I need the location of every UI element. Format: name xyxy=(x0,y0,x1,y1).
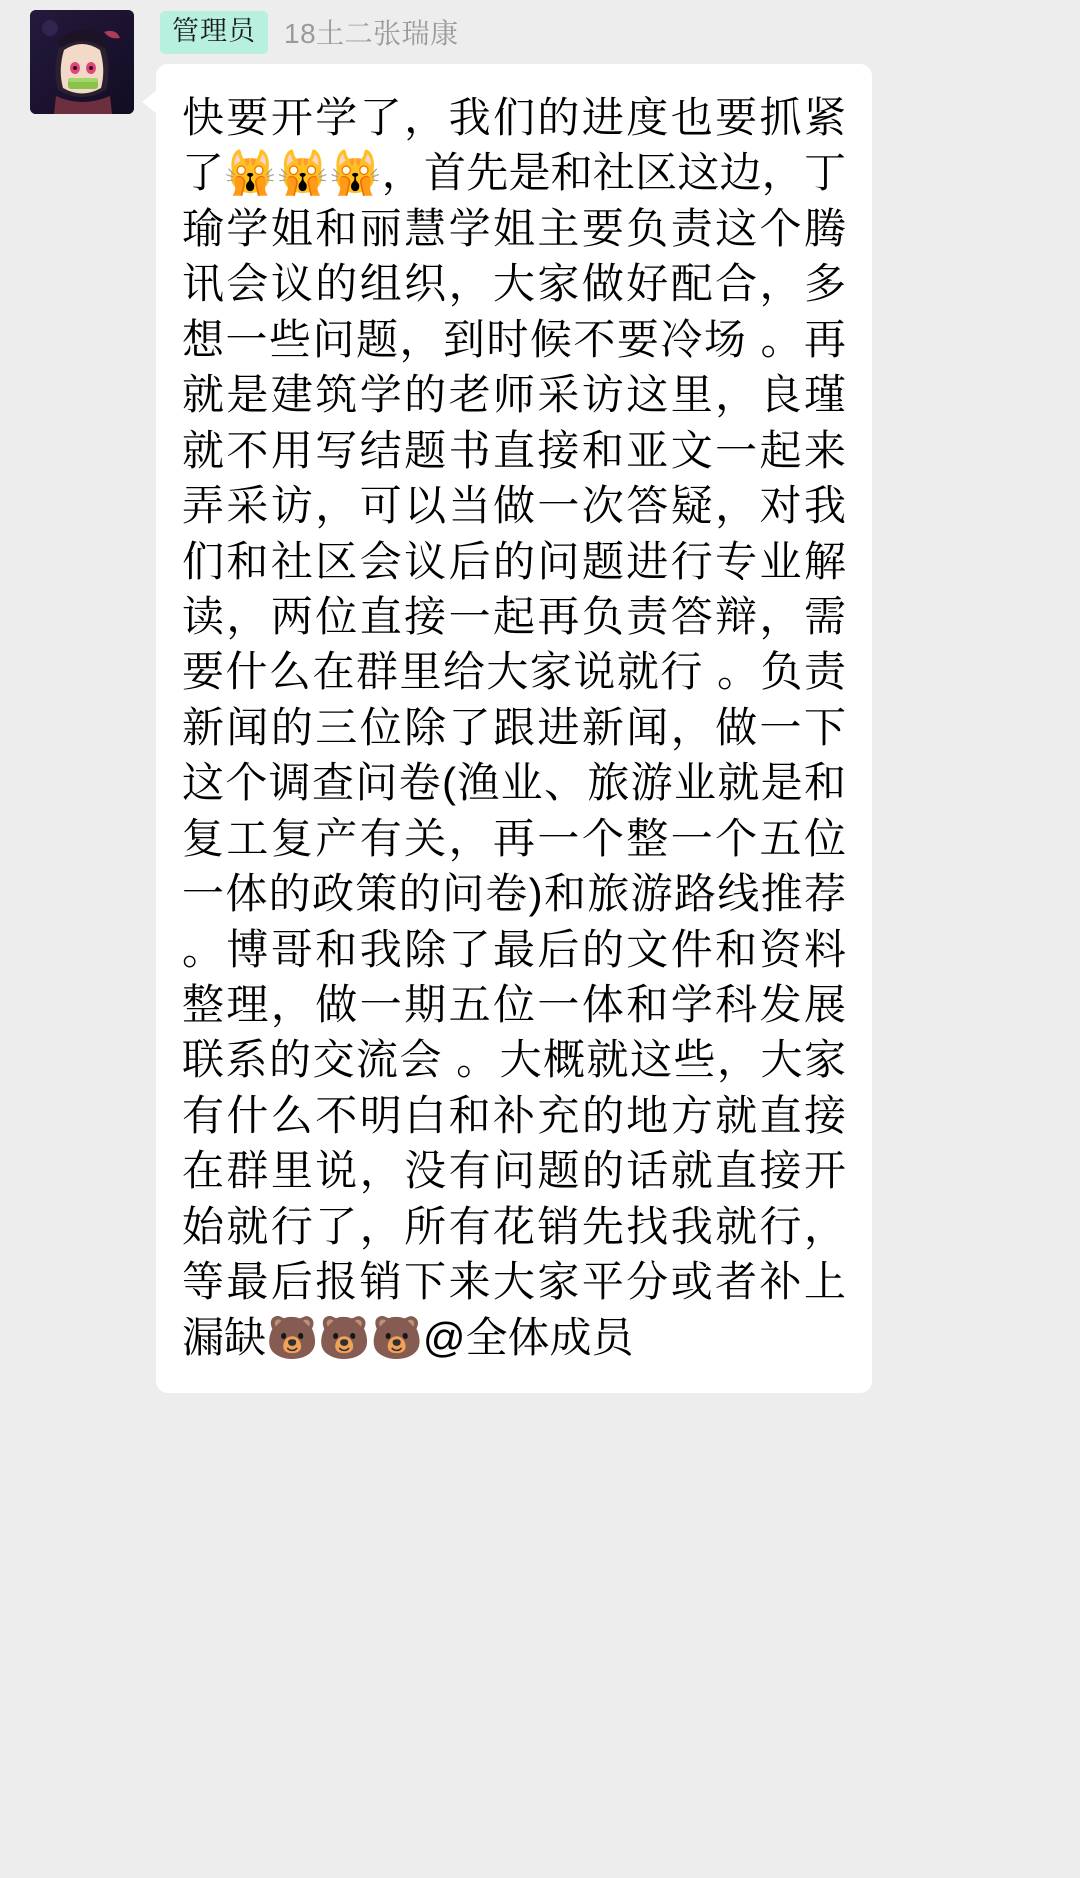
sender-name: 18土二张瑞康 xyxy=(284,18,459,49)
status-badge: 管理员 xyxy=(160,11,268,54)
message-column xyxy=(156,10,872,1393)
bubble-wrapper xyxy=(156,64,872,1393)
avatar-image xyxy=(30,10,134,114)
message-text: 快要开学了，我们的进度也要抓紧了🙀🙀🙀，首先是和社区这边，丁瑜学姐和丽慧学姐主要负责这个腾讯会议的组织，大家做好配合，多想一些问题，到时候不要冷场 。再就是建筑学的老师采访这里，良瑾就不用写结题书直接和亚文一起来弄采访，可以当做一次答疑，对我们和社区会议后的问题进行专业解读，两位直接一起再负责答辩，需要什么在群里给大家说就行 。负责新闻的三位除了跟进新闻，做一下这个调查问卷(渔业、旅游业就是和复工复产有关，再一个整一个五位一体的政策的问卷)和旅游路线推荐 。博哥和我除了最后的文件和资料整理，做一期五位一体和学科发展联系的交流会 。大概就这些，大家有什么不明白和补充的地方就直接在群里说，没有问题的话就直接开始就行了，所有花销先找我就行，等最后报销下来大家平分或者补上漏缺🐻🐻🐻@全体成员 xyxy=(182,94,858,1361)
avatar[interactable] xyxy=(30,10,134,114)
message-bubble[interactable] xyxy=(156,64,872,1393)
sender-line xyxy=(156,10,459,54)
